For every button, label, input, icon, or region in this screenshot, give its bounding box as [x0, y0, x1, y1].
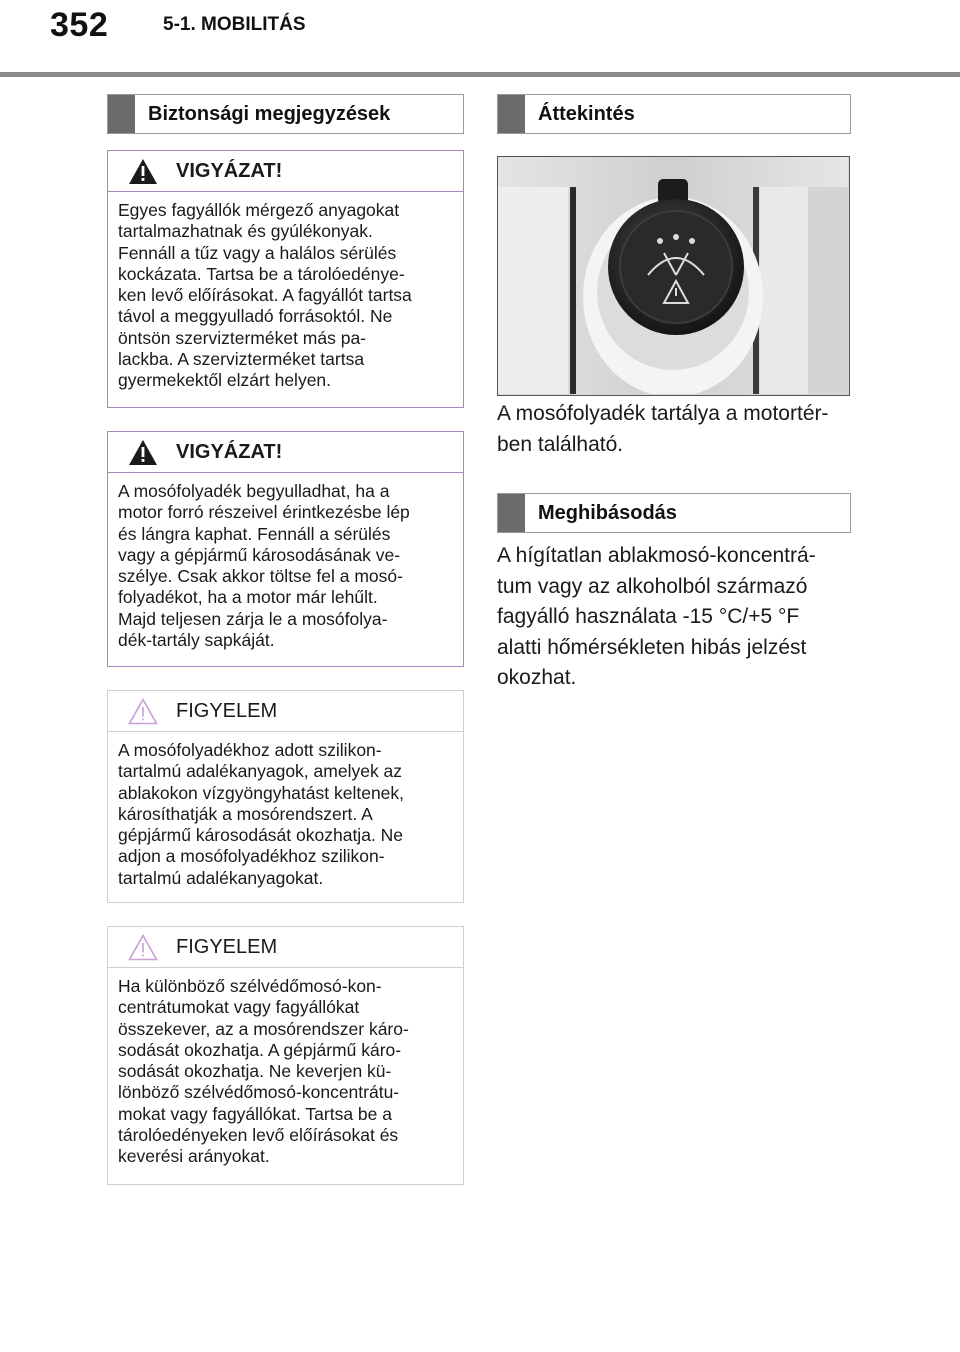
- body-line: folyadékot, ha a motor már lehűlt.: [118, 587, 378, 608]
- body-line: lackba. A szervizterméket tartsa: [118, 349, 365, 370]
- body-line: motor forró részeivel érintkezésbe lép: [118, 502, 410, 523]
- section-title: 5-1. MOBILITÁS: [163, 14, 306, 35]
- body-line: A mosófolyadék begyulladhat, ha a: [118, 481, 390, 501]
- page-header: [0, 0, 960, 80]
- body-line: távol a meggyulladó forrásoktól. Ne: [118, 306, 393, 327]
- body-line: dék-tartály sapkáját.: [118, 630, 275, 651]
- body-line: mokat vagy fagyállókat. Tartsa be a: [118, 1103, 392, 1124]
- body-line: tartalmú adalékanyagokat.: [118, 867, 324, 888]
- body-line: lönböző szélvédőmosó-koncentrátu-: [118, 1082, 400, 1103]
- body-line: ablakokon vízgyöngyhatást keltenek,: [118, 782, 405, 803]
- fault-paragraph: [497, 541, 816, 694]
- paragraph-line: okozhat.: [497, 666, 577, 689]
- body-line: A mosófolyadékhoz adott szilikon-: [118, 740, 382, 760]
- notice-header: [108, 927, 463, 968]
- warning-triangle-filled-icon: [128, 158, 158, 185]
- paragraph-line: ben található.: [497, 432, 624, 456]
- paragraph-line: A hígítatlan ablakmosó-koncentrá-: [497, 544, 816, 567]
- caution-title: VIGYÁZAT!: [176, 160, 283, 182]
- body-line: gyermekektől elzárt helyen.: [118, 370, 332, 391]
- body-line: gépjármű károsodását okozhatja. Ne: [118, 825, 404, 846]
- body-line: összekever, az a mosórendszer káro-: [118, 1018, 409, 1039]
- body-line: tárolóedényeken levő előírásokat és: [118, 1125, 399, 1146]
- body-line: ken levő előírásokat. A fagyállót tartsa: [118, 285, 412, 306]
- warning-triangle-outline-icon: [128, 934, 158, 961]
- body-line: károsíthatják a mosórendszert. A: [118, 803, 373, 824]
- heading-text: Áttekintés: [538, 103, 635, 125]
- paragraph-line: alatti hőmérsékleten hibás jelzést: [497, 635, 807, 659]
- notice-body: [108, 968, 463, 1178]
- caution-header: [108, 432, 463, 473]
- caution-title: VIGYÁZAT!: [176, 441, 283, 463]
- notice-box-2: [107, 926, 464, 1185]
- notice-title: FIGYELEM: [176, 700, 278, 722]
- body-line: öntsön szervizterméket más pa-: [118, 327, 367, 348]
- caution-header: [108, 151, 463, 192]
- washer-reservoir-illustration: [498, 157, 848, 394]
- caution-box-1: [107, 150, 464, 408]
- heading-text: Biztonsági megjegyzések: [148, 103, 391, 125]
- page-number: 352: [50, 6, 109, 44]
- body-line: keverési arányokat.: [118, 1146, 270, 1167]
- heading-bar: [498, 95, 525, 133]
- overview-paragraph: [497, 399, 828, 460]
- paragraph-line: A mosófolyadék tartálya a motortér-: [497, 402, 829, 425]
- warning-triangle-filled-icon: [128, 439, 158, 466]
- caution-body: [108, 192, 463, 402]
- body-line: centrátumokat vagy fagyállókat: [118, 997, 360, 1018]
- notice-header: [108, 691, 463, 732]
- body-line: Majd teljesen zárja le a mosófolya-: [118, 608, 388, 629]
- body-line: kockázata. Tartsa be a tárolóedénye-: [118, 263, 405, 284]
- notice-title: FIGYELEM: [176, 936, 278, 958]
- header-rule: [0, 72, 960, 77]
- body-line: Egyes fagyállók mérgező anyagokat: [118, 200, 400, 220]
- body-line: és lángra kaphat. Fennáll a sérülés: [118, 523, 391, 544]
- heading-fault: [497, 493, 851, 533]
- heading-safety-notes: [107, 94, 464, 134]
- body-line: tartalmú adalékanyagok, amelyek az: [118, 761, 403, 782]
- notice-box-1: [107, 690, 464, 903]
- body-line: tartalmazhatnak és gyúlékonyak.: [118, 221, 373, 242]
- paragraph-line: fagyálló használata -15 °C/+5 °F: [497, 605, 800, 628]
- caution-box-2: [107, 431, 464, 667]
- heading-bar: [108, 95, 135, 133]
- body-line: Fennáll a tűz vagy a halálos sérülés: [118, 242, 397, 263]
- heading-bar: [498, 494, 525, 532]
- body-line: adjon a mosófolyadékhoz szilikon-: [118, 846, 385, 867]
- paragraph-line: tum vagy az alkoholból származó: [497, 574, 808, 598]
- body-line: sodását okozhatja. A gépjármű káro-: [118, 1039, 402, 1060]
- washer-reservoir-photo: [497, 156, 850, 396]
- notice-body: [108, 732, 463, 899]
- heading-text: Meghibásodás: [538, 502, 677, 524]
- heading-overview: [497, 94, 851, 134]
- warning-triangle-outline-icon: [128, 698, 158, 725]
- body-line: Ha különböző szélvédőmosó-kon-: [118, 976, 382, 996]
- caution-body: [108, 473, 463, 661]
- body-line: vagy a gépjármű károsodásának ve-: [118, 544, 401, 565]
- body-line: sodását okozhatja. Ne keverjen kü-: [118, 1061, 392, 1082]
- body-line: szélye. Csak akkor töltse fel a mosó-: [118, 566, 403, 587]
